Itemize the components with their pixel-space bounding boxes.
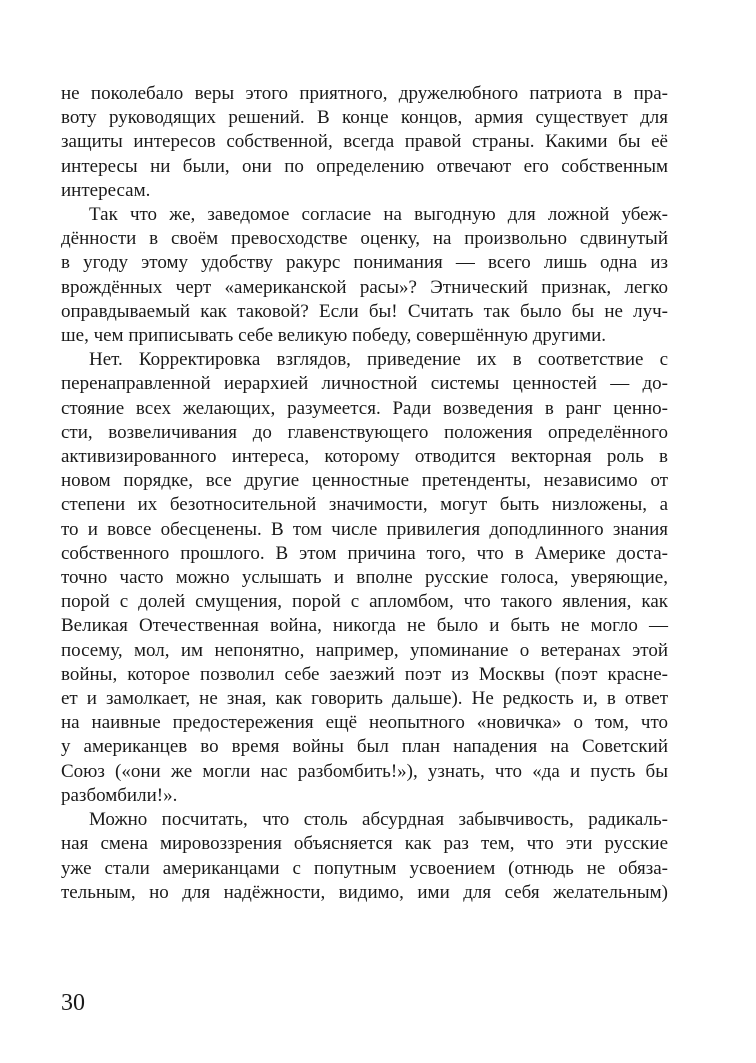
text-line: уже стали американцами с попутным усвоением (отнюдь не обяза- bbox=[61, 857, 668, 879]
text-line: не поколебало веры этого приятного, дружелюбного патриота в пра- bbox=[61, 83, 668, 104]
paragraph-4 bbox=[61, 808, 668, 905]
text-line: собственного прошлого. В этом причина того, что в Америке доста- bbox=[61, 542, 668, 564]
paragraph-2 bbox=[61, 203, 668, 348]
text-line: ше, чем приписывать себе великую победу, совершённую другими. bbox=[61, 325, 607, 347]
text-line: воту руководящих решений. В конце концов, армия существует для bbox=[61, 107, 668, 129]
text-line: Великая Отечественная война, никогда не было и быть не могло — bbox=[61, 615, 668, 637]
text-line: ет и замолкает, не зная, как говорить дальше). Не редкость и, в ответ bbox=[61, 688, 668, 710]
text-line: на наивные предостережения ещё неопытного «новичка» о том, что bbox=[61, 712, 668, 734]
paragraph-1 bbox=[61, 82, 668, 203]
text-line: Так что же, заведомое согласие на выгодную для ложной убеж- bbox=[89, 204, 668, 226]
page-body bbox=[61, 82, 668, 905]
text-line: порой с долей смущения, порой с апломбом, что такого явления, как bbox=[61, 591, 668, 613]
text-line: защиты интересов собственной, всегда правой страны. Какими бы её bbox=[61, 131, 668, 153]
text-line: дённости в своём превосходстве оценку, на произвольно сдвинутый bbox=[61, 228, 668, 250]
text-line: степени их безотносительной значимости, могут быть низложены, а bbox=[61, 494, 668, 516]
text-line: то и вовсе обесценены. В том числе привилегия доподлинного знания bbox=[61, 518, 668, 540]
text-line: оправдываемый как таковой? Если бы! Считать так было бы не луч- bbox=[61, 300, 668, 322]
text-line: стояние всех желающих, разумеется. Ради возведения в ранг ценно- bbox=[61, 397, 668, 419]
text-line: ная смена мировоззрения объясняется как раз тем, что эти русские bbox=[61, 833, 668, 855]
text-line: у американцев во время войны был план нападения на Советский bbox=[61, 736, 668, 758]
text-line: перенаправленной иерархией личностной системы ценностей — до- bbox=[61, 373, 668, 395]
text-line: Нет. Корректировка взглядов, приведение их в соответствие с bbox=[89, 349, 668, 371]
paragraph-3 bbox=[61, 348, 668, 808]
text-line: посему, мол, им непонятно, например, упоминание о ветеранах этой bbox=[61, 639, 668, 661]
text-line: разбомбили!». bbox=[61, 784, 178, 806]
text-line: тельным, но для надёжности, видимо, ими для себя желательным) bbox=[61, 881, 668, 903]
text-line: в угоду этому удобству ракурс понимания — всего лишь одна из bbox=[61, 252, 668, 274]
text-line: войны, которое позволил себе заезжий поэт из Москвы (поэт краснe- bbox=[61, 663, 668, 685]
text-line: сти, возвеличивания до главенствующего положения определённого bbox=[61, 421, 668, 443]
text-line: точно часто можно услышать и вполне русские голоса, уверяющие, bbox=[61, 567, 668, 589]
text-line: врождённых черт «американской расы»? Этнический признак, легко bbox=[61, 276, 668, 298]
text-line: новом порядке, все другие ценностные претенденты, независимо от bbox=[61, 470, 668, 492]
text-line: Можно посчитать, что столь абсурдная забывчивость, радикаль- bbox=[89, 809, 668, 831]
page-number: 30 bbox=[61, 990, 85, 1016]
text-line: интересы ни были, они по определению отвечают его собственным bbox=[61, 155, 668, 177]
text-line: активизированного интереса, которому отводится векторная роль в bbox=[61, 446, 668, 468]
text-line: интересам. bbox=[61, 179, 151, 201]
text-line: Союз («они же могли нас разбомбить!»), узнать, что «да и пусть бы bbox=[61, 760, 668, 782]
